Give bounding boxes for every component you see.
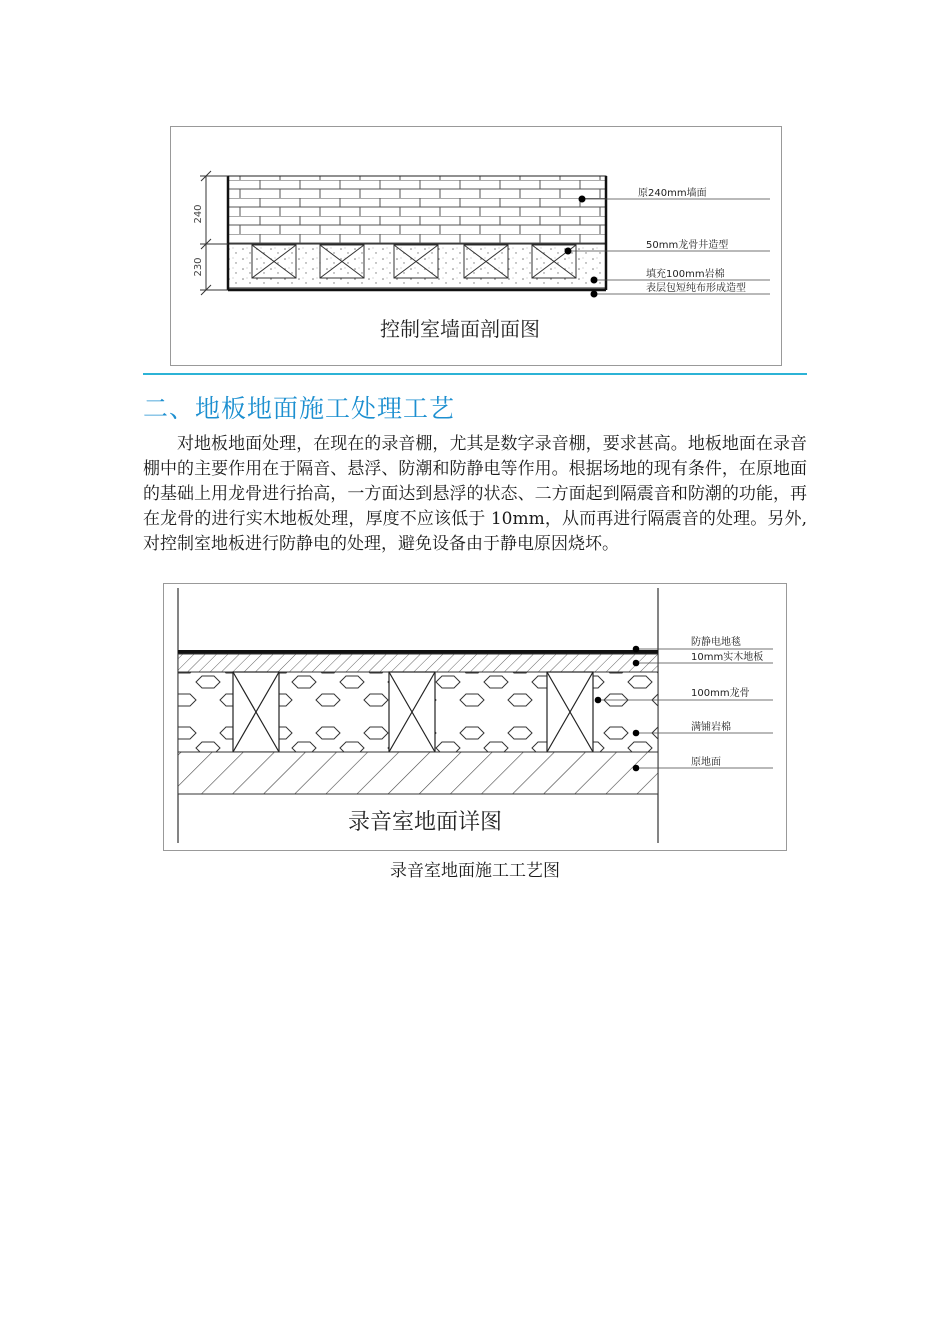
section-divider: [143, 373, 807, 375]
dim-230: 230: [193, 257, 204, 277]
label-wool: 填充100mm岩棉: [646, 269, 725, 280]
label-stud: 50mm龙骨井造型: [646, 240, 729, 251]
ground-layer: [178, 752, 658, 794]
label-carpet: 防静电地毯: [691, 637, 741, 648]
label-joist: 100mm龙骨: [691, 688, 750, 699]
label-fabric: 表层包短纯布形成造型: [646, 283, 746, 294]
label-wood: 10mm实木地板: [691, 652, 764, 663]
figure1-title: 控制室墙面剖面图: [380, 317, 540, 341]
label-ground: 原地面: [691, 757, 721, 768]
label-wall: 原240mm墙面: [638, 188, 707, 199]
figure2-title: 录音室地面详图: [347, 810, 503, 835]
section-paragraph: 对地板地面处理，在现在的录音棚，尤其是数字录音棚，要求甚高。地板地面在录音棚中的主要作用在于隔音、悬浮、防潮和防静电等作用。根据场地的现有条件，在原地面的基础上用龙骨进行抬高，一方面达到悬浮的状态、二方面起到隔震音和防潮的功能，再在龙骨的进行实木地板处理，厚度不应该低于 10mm，从而再进行隔震音的处理。另外,对控制室地板进行防静电的处理，避免设备由于静电原因烧坏。: [143, 434, 807, 554]
section-heading: 二、地板地面施工处理工艺: [143, 394, 456, 423]
label-wool: 满铺岩棉: [691, 722, 731, 733]
wall-section-diagram: [170, 126, 782, 366]
carpet-layer: [178, 650, 658, 654]
insulation-layer: [228, 244, 606, 288]
dim-240: 240: [193, 204, 204, 224]
floor-detail-diagram: [163, 583, 787, 851]
wood-floor-layer: [178, 654, 658, 672]
brick-wall: [228, 176, 606, 244]
figure-caption: 录音室地面施工工艺图: [390, 861, 560, 881]
